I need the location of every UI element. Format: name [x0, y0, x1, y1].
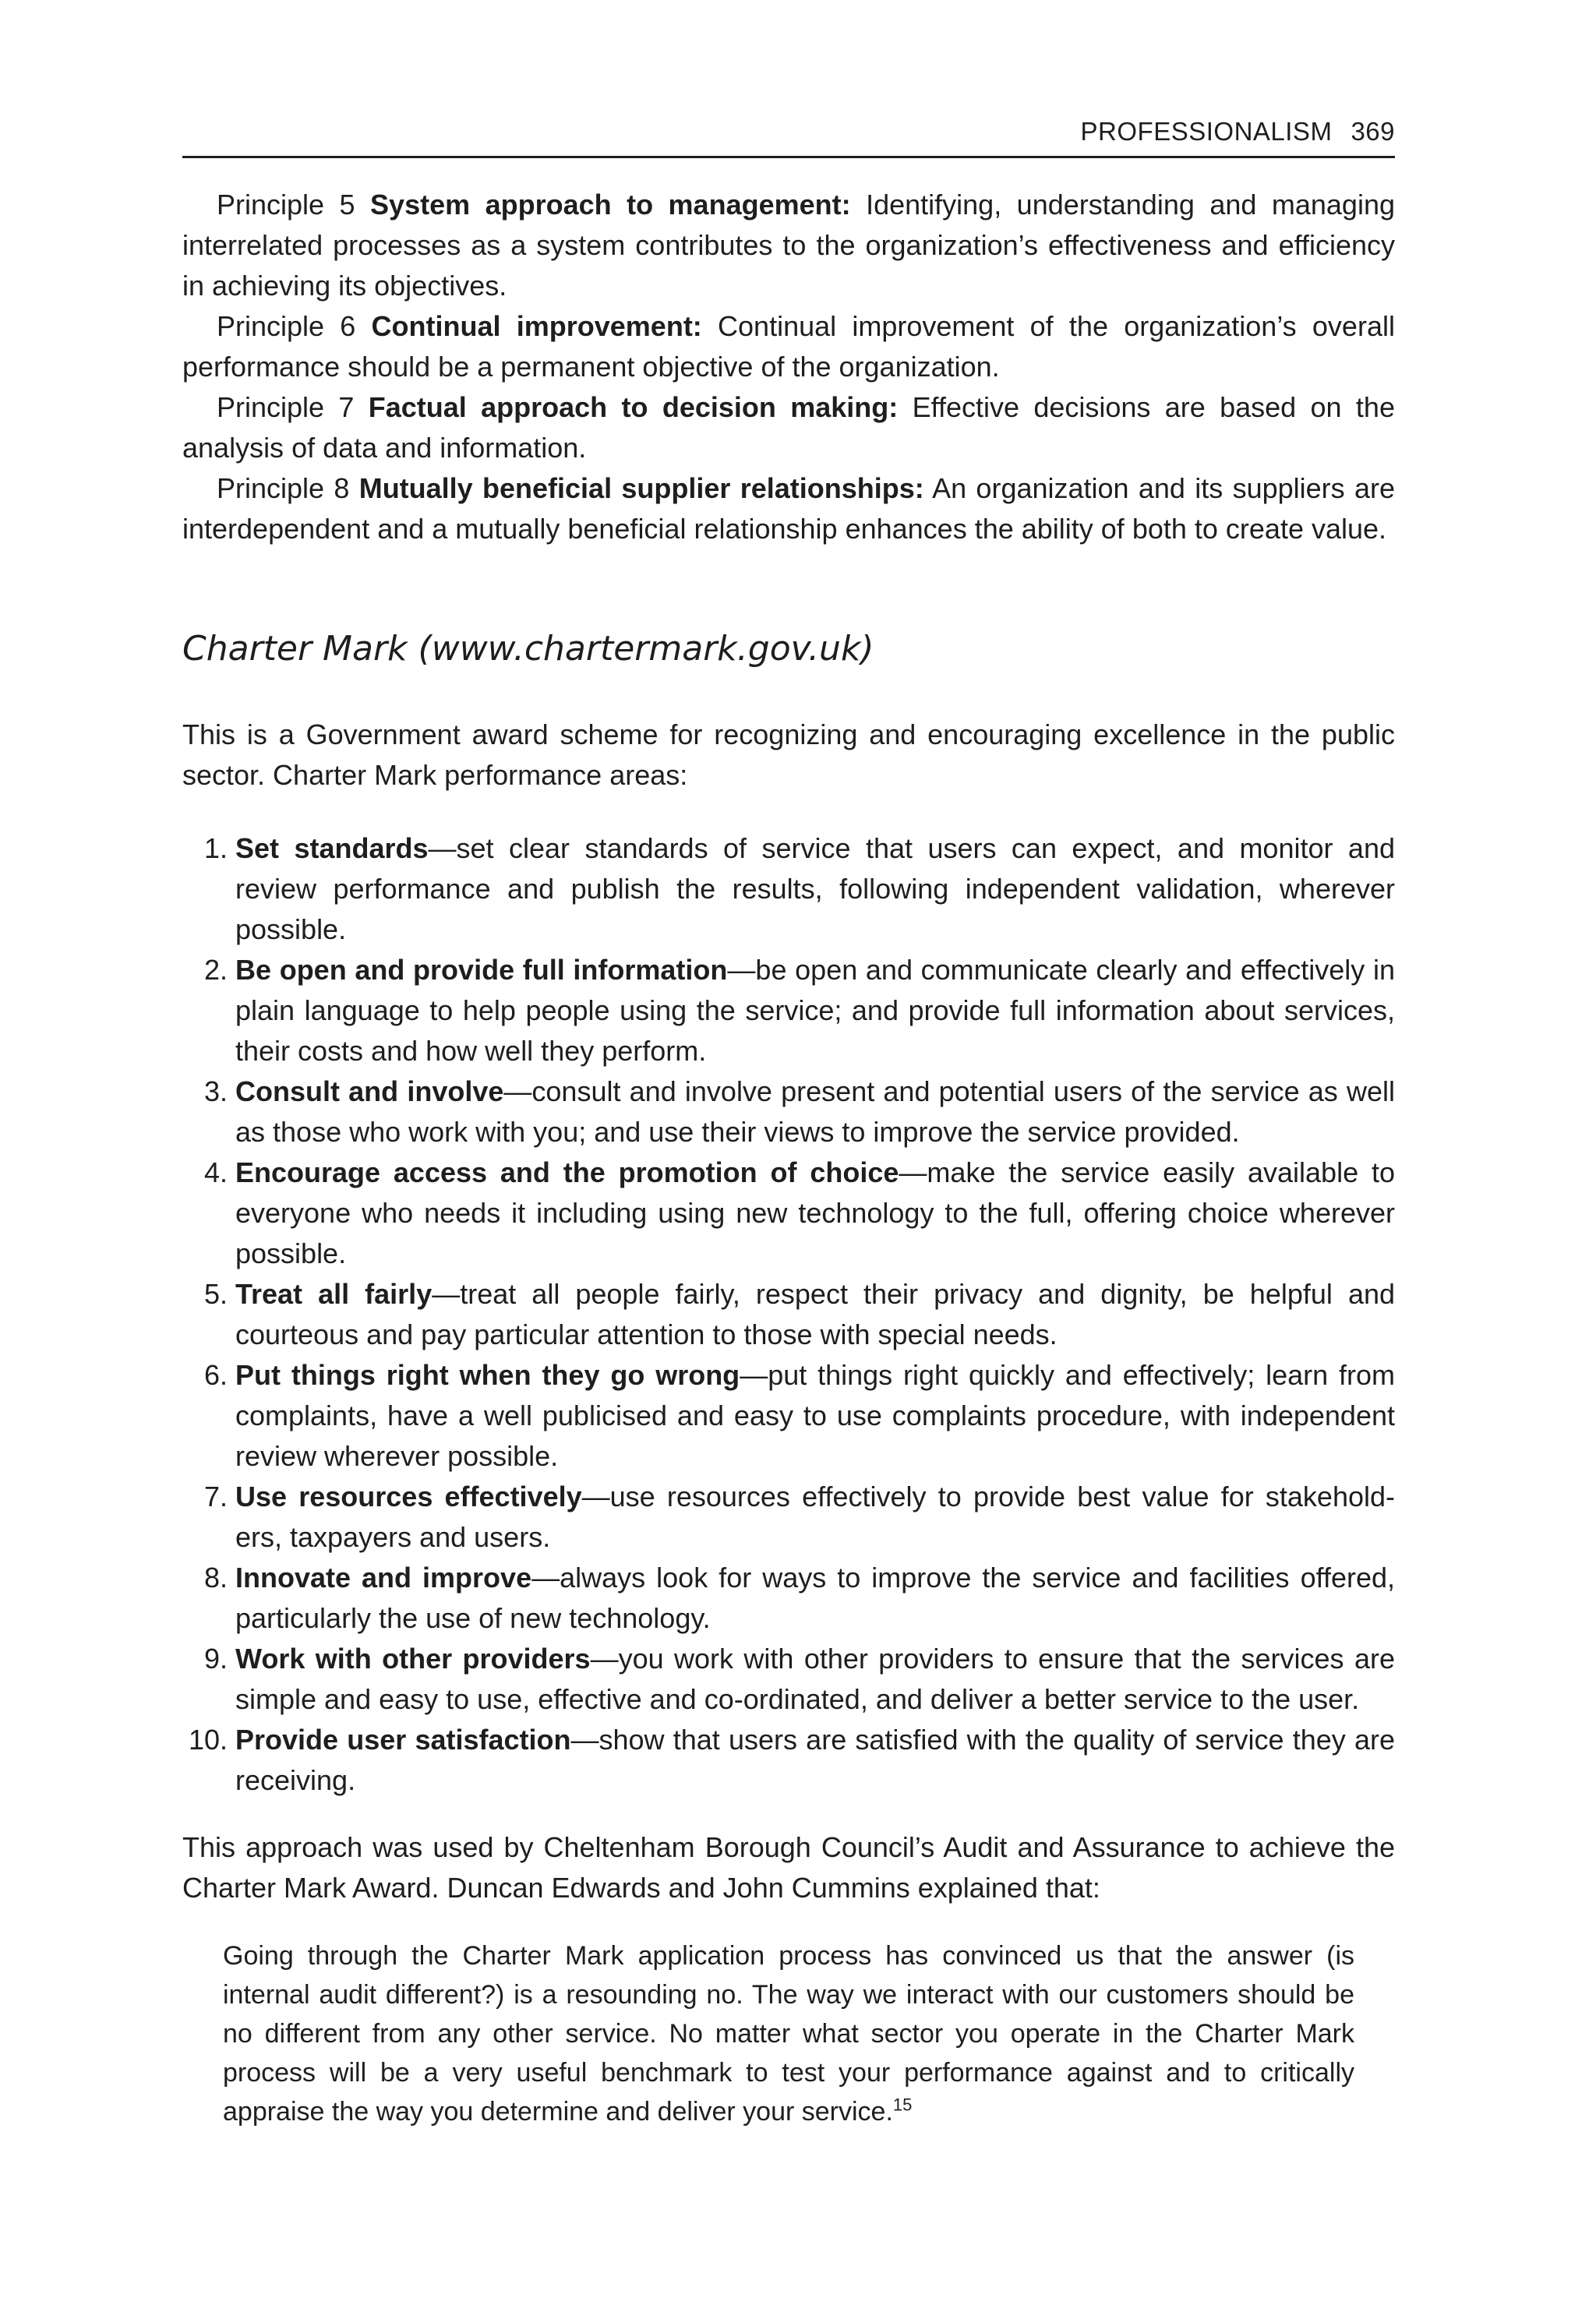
quote-text: Going through the Charter Mark application process has convinced us that the answer (is internal audit different?) is a resounding no. The way we interact with our customers should be no different from any other service. No matter what sector you operate in the Charter Mark process will be a very useful benchmark to test your performance against and to critically appraise the way you determine and deliver your service. — [223, 1941, 1354, 2127]
list-item-number: 2. — [203, 954, 228, 986]
section-heading: Charter Mark (www.chartermark.gov.uk) — [182, 629, 874, 669]
list-item — [182, 950, 1395, 1071]
principle-title: System approach to management: — [370, 189, 851, 221]
list-item-text: —consult and involve present and potential users of the service as well as those who work with you; and use their views to improve the service provided. — [235, 1075, 1396, 1148]
book-page — [182, 117, 1395, 2131]
list-item-number: 5. — [203, 1278, 228, 1310]
principle-title: Factual approach to decision making: — [368, 391, 899, 423]
list-item-number: 10. — [188, 1724, 228, 1756]
principle-6 — [182, 306, 1395, 387]
list-item-text: —put things right quickly and effectively; learn from complaints, have a well publicised and easy to use complaints procedure, with independent review wherever possible. — [235, 1359, 1396, 1472]
list-item — [182, 1558, 1395, 1639]
closing-paragraph: This approach was used by Cheltenham Borough Council’s Audit and Assurance to achieve the Charter Mark Award. Duncan Edwards and John Cummins explained that: — [182, 1831, 1395, 1904]
list-item-title: Use resources effectively — [235, 1481, 582, 1512]
list-item-number: 8. — [203, 1562, 228, 1594]
list-item — [182, 1274, 1395, 1355]
list-item-number: 7. — [203, 1481, 228, 1512]
list-item-title: Innovate and improve — [235, 1562, 532, 1594]
principle-lead: Principle 8 — [217, 472, 350, 504]
list-item-text: —be open and communicate clearly and effectively in plain language to help people using the service; and provide full information about services, their costs and how well they perform. — [235, 954, 1395, 1067]
principle-text: An organization and its suppliers are interdependent and a mutually beneficial relationship enhances the ability of both to create value. — [182, 472, 1395, 545]
list-item-text: —set clear standards of service that users can expect, and monitor and review performance and publish the results, following independent validation, wherever possible. — [235, 832, 1395, 945]
block-quote — [223, 1936, 1354, 2131]
list-item-number: 3. — [203, 1075, 228, 1107]
performance-areas-list — [182, 828, 1395, 1801]
list-item-title: Set standards — [235, 832, 429, 864]
list-item-title: Provide user satisfaction — [235, 1724, 571, 1756]
section-intro: This is a Government award scheme for recognizing and encouraging excellence in the public sector. Charter Mark performance areas: — [182, 718, 1395, 791]
principle-text: Continual improvement of the organization’s overall performance should be a permanent objective of the organization. — [182, 310, 1395, 383]
list-item-text: —show that users are satisfied with the quality of service they are receiving. — [235, 1724, 1395, 1796]
principle-7 — [182, 387, 1395, 468]
list-item — [182, 1071, 1395, 1152]
list-item-text: —always look for ways to improve the service and facilities offered, particularly the use of new technology. — [235, 1562, 1396, 1634]
list-item-text: —make the service easily available to everyone who needs it including using new technology to the full, offering choice wherever possible. — [235, 1156, 1395, 1269]
page-number: 369 — [1351, 117, 1395, 146]
list-item-title: Consult and involve — [235, 1075, 504, 1107]
principle-text: Identifying, understanding and managing interrelated processes as a system contributes to the organization’s effectiveness and efficiency in achieving its objectives. — [182, 189, 1395, 302]
list-item-text: —you work with other providers to ensure that the services are simple and easy to use, effective and co-ordinated, and deliver a better service to the user. — [235, 1643, 1395, 1715]
principle-title: Mutually beneficial supplier relationships: — [358, 472, 924, 504]
list-item — [182, 1152, 1395, 1274]
list-item-text: —use resources effectively to provide best value for stakehold-ers, taxpayers and users. — [235, 1481, 1396, 1553]
list-item-number: 4. — [203, 1156, 228, 1188]
list-item-title: Put things right when they go wrong — [235, 1359, 740, 1391]
list-item — [182, 1720, 1395, 1801]
running-head-section: PROFESSIONALISM — [1080, 117, 1333, 146]
principle-5 — [182, 185, 1395, 306]
principle-lead: Principle 7 — [217, 391, 355, 423]
principle-lead: Principle 6 — [217, 310, 356, 342]
list-item-number: 1. — [203, 832, 228, 864]
list-item — [182, 828, 1395, 950]
list-item-number: 9. — [203, 1643, 228, 1675]
list-item-title: Treat all fairly — [235, 1278, 433, 1310]
list-item-number: 6. — [203, 1359, 228, 1391]
list-item-title: Be open and provide full information — [235, 954, 728, 986]
list-item-title: Encourage access and the promotion of choice — [235, 1156, 899, 1188]
list-item-text: —treat all people fairly, respect their privacy and dignity, be helpful and courteous and pay particular attention to those with special needs. — [235, 1278, 1396, 1350]
running-head — [182, 117, 1395, 158]
list-item — [182, 1639, 1395, 1720]
list-item — [182, 1477, 1395, 1558]
list-item-title: Work with other providers — [235, 1643, 591, 1675]
principle-lead: Principle 5 — [217, 189, 355, 221]
principle-8 — [182, 468, 1395, 549]
principle-text: Effective decisions are based on the analysis of data and information. — [182, 391, 1395, 464]
list-item — [182, 1355, 1395, 1477]
principles-list — [182, 185, 1395, 549]
footnote-marker: 15 — [892, 2095, 913, 2115]
principle-title: Continual improvement: — [371, 310, 702, 342]
